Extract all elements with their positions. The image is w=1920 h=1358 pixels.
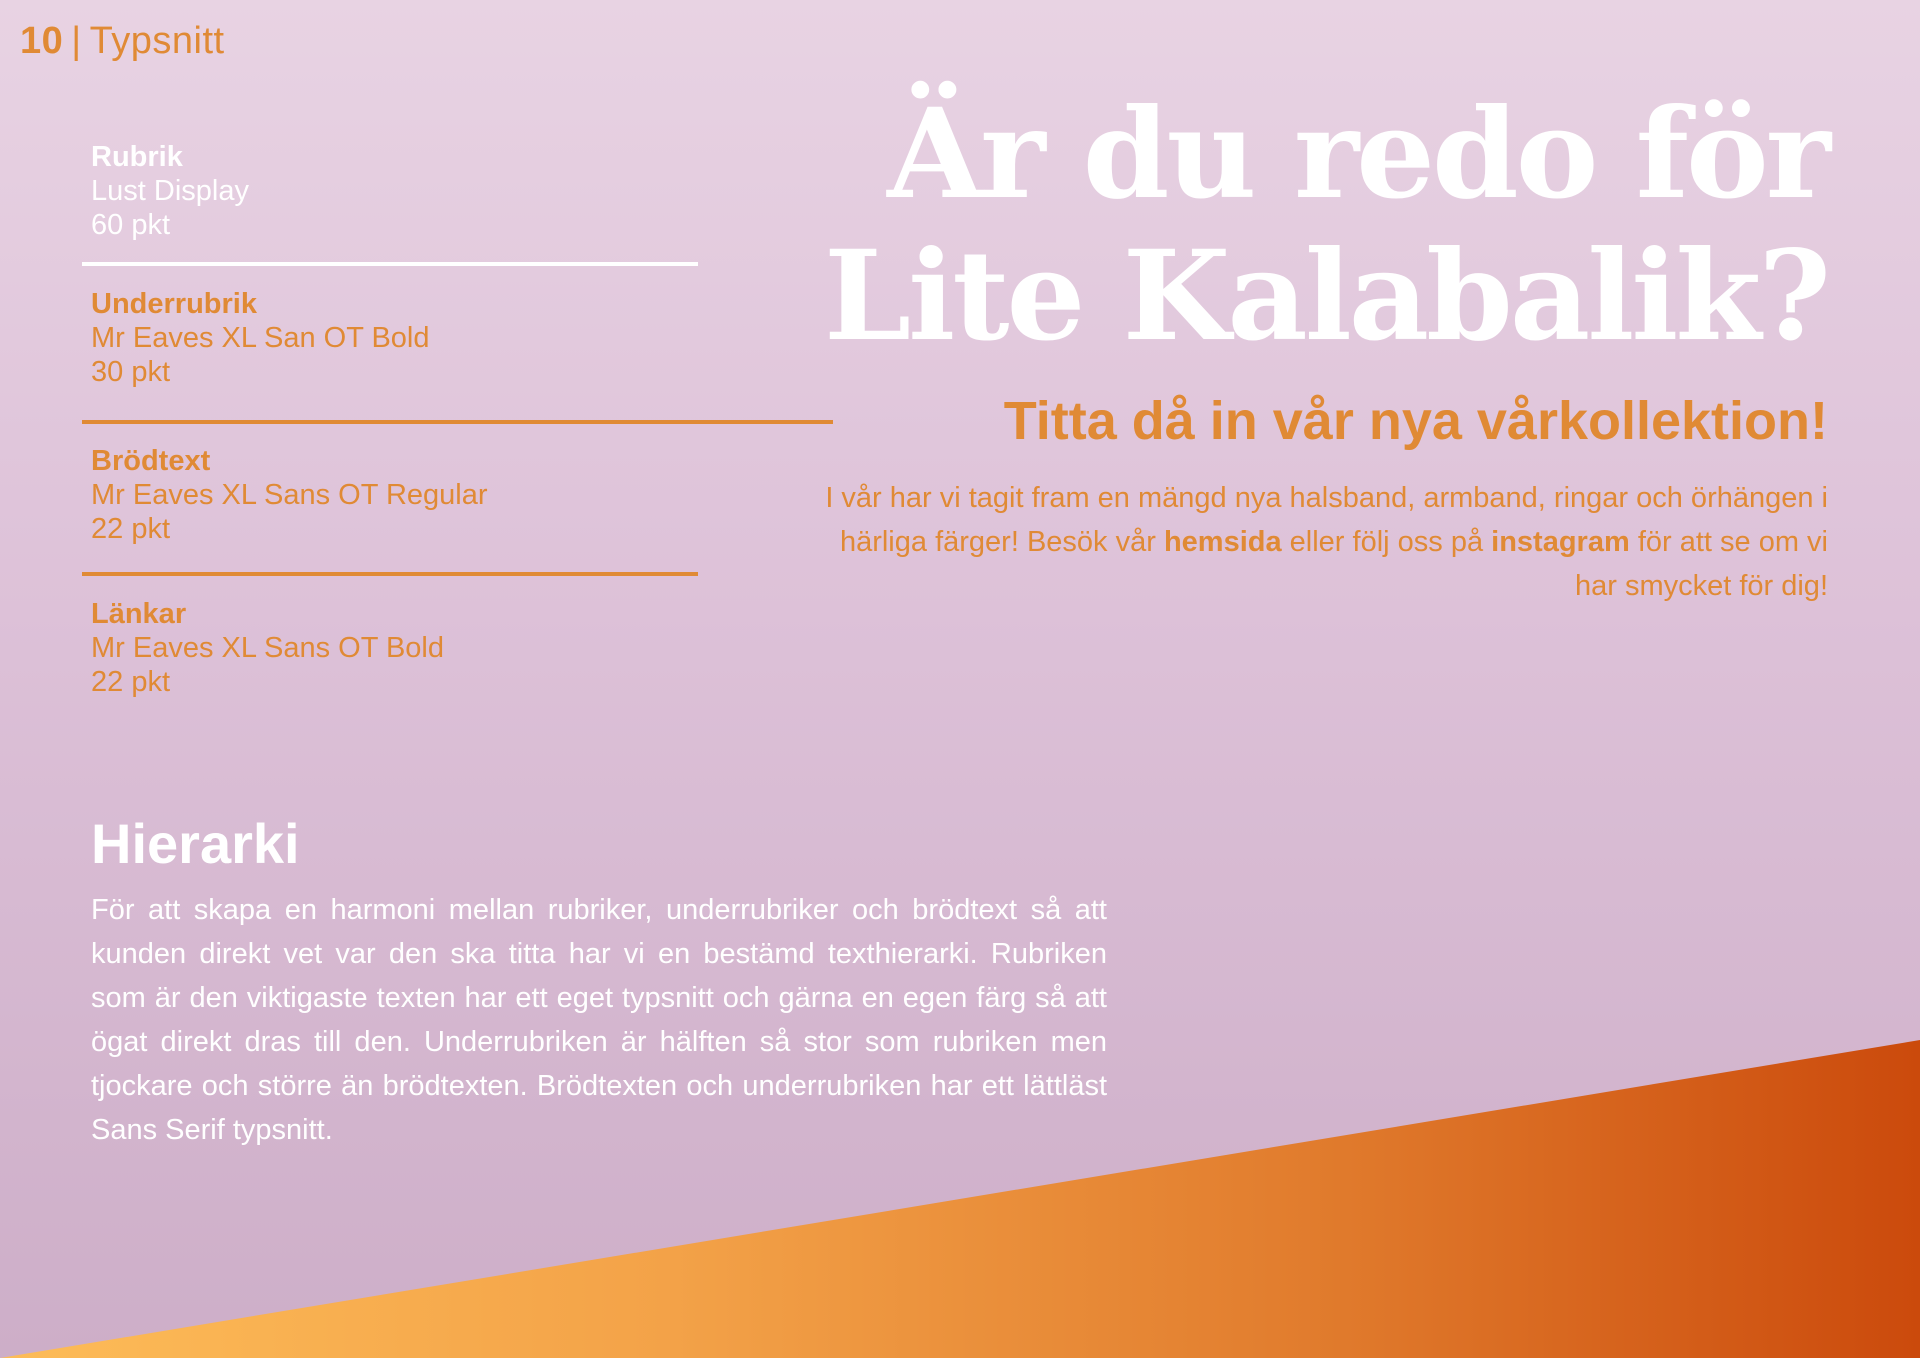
hierarchy-body: För att skapa en harmoni mellan rubriker, underrubriker och brödtext så att kunden direkt vet var den ska titta har vi en bestämd texthierarki. Rubriken som är den viktigaste texten har ett eget typsnitt och gärna en egen färg så att ögat direkt dras till den. Underrubriken är hälften så stor som rubriken men tjockare och större än brödtexten. Brödtexten och underrubriken har ett lättläst Sans Serif typsnitt. (91, 894, 1107, 1146)
intro-text: för att se om vi har smycket för dig! (1574, 526, 1828, 602)
spec-font: Mr Eaves XL Sans OT Bold (91, 632, 444, 664)
headline-line: Lite Kalabalik? (823, 224, 1828, 369)
spec-title: Brödtext (91, 445, 211, 477)
intro-paragraph (808, 476, 1828, 608)
spec-size: 30 pkt (91, 356, 170, 388)
divider-rule (82, 262, 698, 266)
page-number: 10 (20, 20, 64, 62)
spec-size: 60 pkt (91, 209, 170, 241)
hierarchy-title: Hierarki (91, 812, 300, 875)
spec-font: Mr Eaves XL Sans OT Regular (91, 479, 488, 511)
page-header (20, 20, 225, 63)
spec-size: 22 pkt (91, 513, 170, 545)
intro-text: eller följ oss på (1281, 526, 1492, 558)
divider-rule (82, 572, 698, 576)
spec-brodtext (91, 444, 488, 546)
spec-lankar (91, 597, 444, 699)
instagram-link[interactable]: instagram (1491, 526, 1630, 558)
divider-rule (82, 420, 833, 424)
subheadline: Titta då in vår nya vårkollektion! (1003, 391, 1828, 451)
spec-font: Lust Display (91, 175, 249, 207)
spec-title: Underrubrik (91, 288, 257, 320)
section-title: Typsnitt (89, 20, 225, 62)
intro-text: I vår har vi tagit fram en mängd nya halsband, armband, ringar och örhängen i härliga färger! Besök vår (825, 482, 1828, 558)
spec-underrubrik (91, 287, 429, 389)
spec-size: 22 pkt (91, 666, 170, 698)
page-separator: | (71, 20, 82, 62)
spec-title: Rubrik (91, 141, 183, 173)
spec-font: Mr Eaves XL San OT Bold (91, 322, 430, 354)
headline-line: Är du redo för (887, 82, 1828, 227)
spec-rubrik (91, 140, 249, 242)
headline (678, 84, 1828, 368)
website-link[interactable]: hemsida (1163, 526, 1282, 558)
spec-title: Länkar (91, 598, 187, 630)
